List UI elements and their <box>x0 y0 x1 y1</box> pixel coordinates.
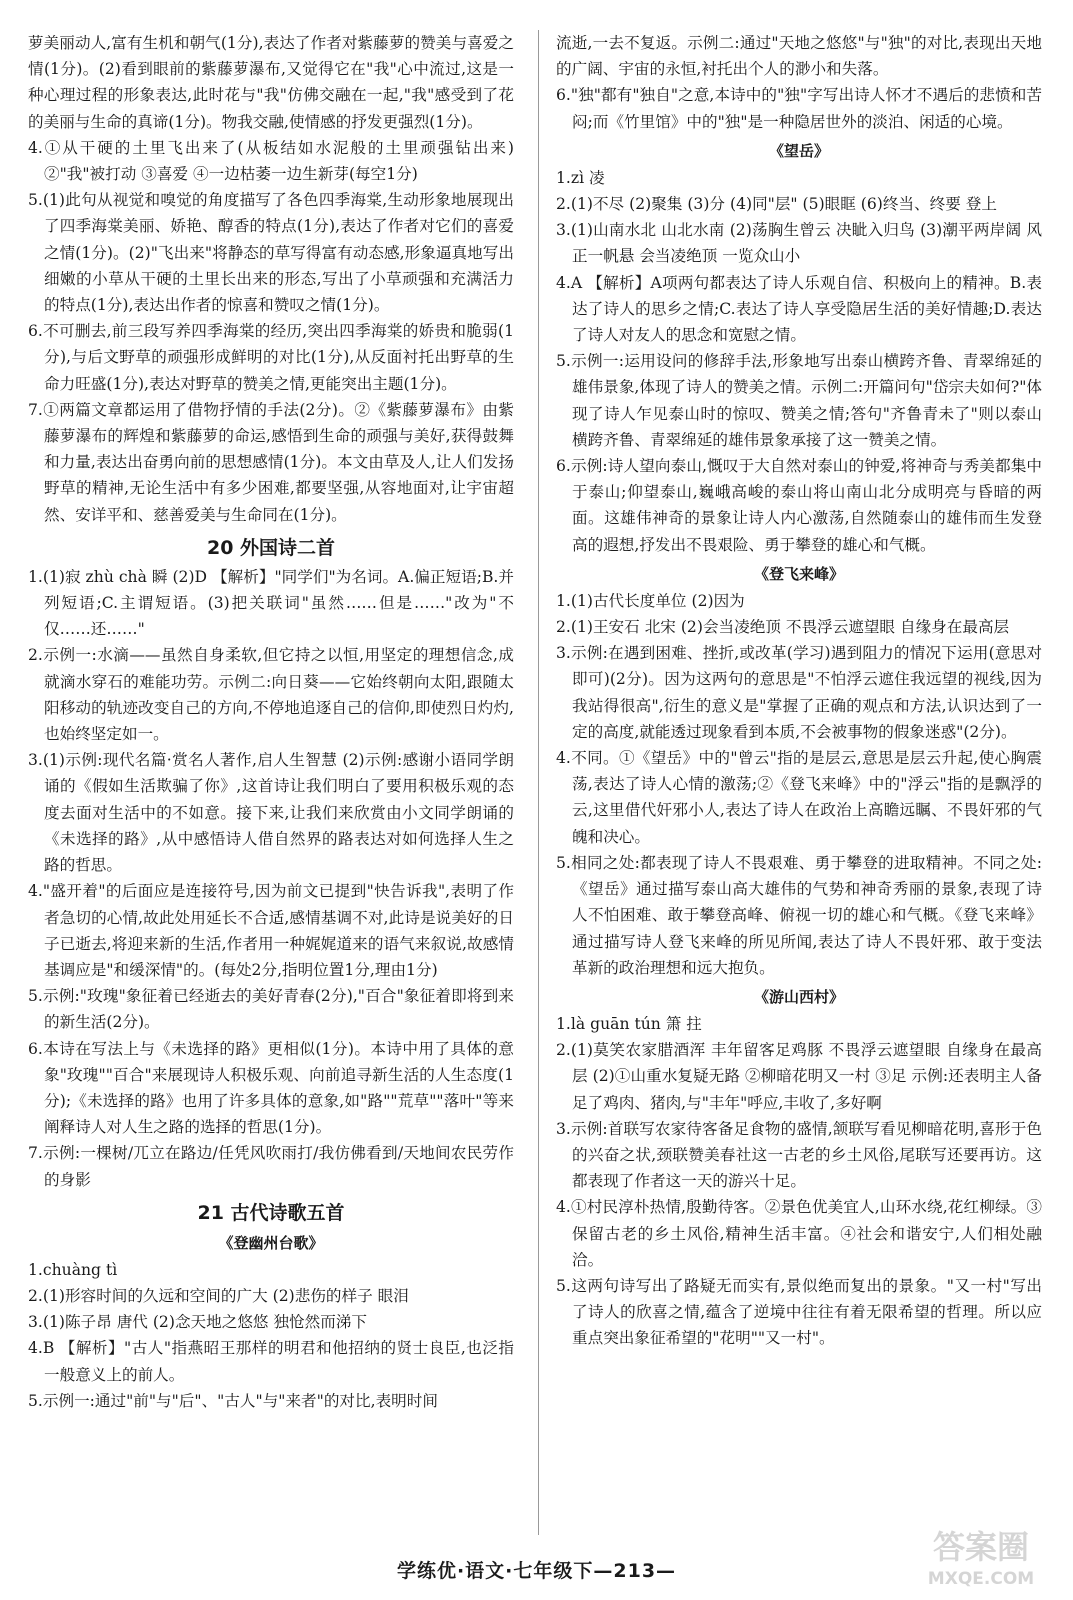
answer-item: 4.①从干硬的土里飞出来了(从板结如水泥般的土里顽强钻出来) ②"我"被打动 ③喜爱 ④一边枯萎一边生新芽(每空1分) <box>28 138 514 184</box>
answer-item: 4.A 【解析】A项两句都表达了诗人乐观自信、积极向上的精神。B.表达了诗人的思乡之情;C.表达了诗人享受隐居生活的美好情趣;D.表达了诗人对友人的思念和宽慰之情。 <box>556 273 1042 345</box>
answer-item: 3.(1)示例:现代名篇·赏名人著作,启人生智慧 (2)示例:感谢小语同学朗诵的《假如生活欺骗了你》,这首诗让我们明白了要用积极乐观的态度去面对生活中的不如意。接下来,让我们来欣赏由小文同学朗诵的《未选择的路》,从中感悟诗人借自然界的路表达对如何选择人生之路的哲思。 <box>28 751 514 875</box>
answer-item: 3.示例:在遇到困难、挫折,或改革(学习)遇到阻力的情况下运用(意思对即可)(2分)。因为这两句的意思是"不怕浮云遮住我远望的视线,因为我站得很高",衍生的意义是"掌握了正确的观点和方法,认识达到了一定的高度,就能透过现象看到本质,不会被事物的假象迷惑"(2分)。 <box>556 644 1042 741</box>
answer-item: 6."独"都有"独自"之意,本诗中的"独"字写出诗人怀才不遇后的悲愤和苦闷;而《竹里馆》中的"独"是一种隐居世外的淡泊、闲适的心境。 <box>556 86 1042 131</box>
section-title-20: 20 外国诗二首 <box>206 536 336 559</box>
answer-item: 2.(1)莫笑农家腊酒浑 丰年留客足鸡豚 不畏浮云遮望眼 自缘身在最高层 (2)①山重水复疑无路 ②柳暗花明又一村 ③足 示例:还表明主人备足了鸡肉、猪肉,与"丰年"呼应,丰收了,多好啊 <box>556 1041 1042 1112</box>
subsection-title: 《登幽州台歌》 <box>218 1233 324 1252</box>
section-title-21: 21 古代诗歌五首 <box>197 1201 345 1224</box>
left-column <box>28 30 514 1414</box>
answer-item: 3.(1)陈子昂 唐代 (2)念天地之悠悠 独怆然而涕下 <box>28 1313 368 1332</box>
answer-item: 5.这两句诗写出了路疑无而实有,景似绝而复出的景象。"又一村"写出了诗人的欣喜之情,蕴含了逆境中往往有着无限希望的哲理。所以应重点突出象征希望的"花明""又一村"。 <box>556 1276 1042 1348</box>
subsection-title: 《登飞来峰》 <box>753 564 844 583</box>
watermark-title: 答案圈 <box>932 1528 1030 1566</box>
page-footer: 学练优·语文·七年级下—213— <box>396 1560 677 1582</box>
answer-item: 5.相同之处:都表现了诗人不畏艰难、勇于攀登的进取精神。不同之处:《望岳》通过描写泰山高大雄伟的气势和神奇秀丽的景象,表现了诗人不怕困难、敢于攀登高峰、俯视一切的雄心和气概。《登飞来峰》通过描写诗人登飞来峰的所见所闻,表达了诗人不畏奸邪、敢于变法革新的政治理想和远大抱负。 <box>556 853 1042 977</box>
answer-item: 1.(1)古代长度单位 (2)因为 <box>556 591 745 610</box>
answer-item: 1.là guān tún 箫 拄 <box>556 1014 702 1033</box>
answer-item: 3.(1)山南水北 山北水南 (2)荡胸生曾云 决眦入归鸟 (3)潮平两岸阔 风正一帆悬 会当凌绝顶 一览众山小 <box>556 221 1042 266</box>
answer-item: 6.示例:诗人望向泰山,慨叹于大自然对泰山的钟爱,将神奇与秀美都集中于泰山;仰望泰山,巍峨高峻的泰山将山南山北分成明亮与昏暗的两面。这雄伟神奇的景象让诗人内心激荡,自然随泰山的雄伟而生发登高的遐想,抒发出不畏艰险、勇于攀登的雄心和气概。 <box>556 457 1042 554</box>
answer-item: 2.(1)王安石 北宋 (2)会当凌绝顶 不畏浮云遮望眼 自缘身在最高层 <box>556 618 1010 637</box>
answer-item: 2.(1)形容时间的久远和空间的广大 (2)悲伤的样子 眼泪 <box>28 1286 409 1305</box>
watermark-logo <box>901 1520 1061 1592</box>
answer-item: 1.(1)寂 zhù chà 瞬 (2)D 【解析】"同学们"为名词。A.偏正短语;B.并列短语;C.主谓短语。(3)把关联词"虽然……但是……"改为"不仅……还……" <box>28 567 514 639</box>
answer-item: 2.示例一:水滴——虽然自身柔软,但它持之以恒,用坚定的理想信念,成就滴水穿石的难能功劳。示例二:向日葵——它始终朝向太阳,跟随太阳移动的轨迹改变自己的方向,不停地追逐自己的信仰,即使烈日灼灼,也始终坚定如一。 <box>28 646 514 744</box>
right-column <box>556 30 1042 1352</box>
answer-item: 6.不可删去,前三段写养四季海棠的经历,突出四季海棠的娇贵和脆弱(1分),与后文野草的顽强形成鲜明的对比(1分),从反面衬托出野草的生命力旺盛(1分),表达对野草的赞美之情,更能突出主题(1分)。 <box>28 322 514 393</box>
watermark-url: MXQE.COM <box>927 1569 1035 1589</box>
answer-item: 7.示例:一棵树/兀立在路边/任凭风吹雨打/我仿佛看到/天地间农民劳作的身影 <box>28 1144 514 1189</box>
answer-item: 1.chuàng tì <box>28 1260 118 1279</box>
answer-item: 5.示例:"玫瑰"象征着已经逝去的美好青春(2分),"百合"象征着即将到来的新生活(2分)。 <box>28 987 514 1032</box>
subsection-title: 《望岳》 <box>768 141 829 160</box>
subsection-title: 《游山西村》 <box>753 987 844 1006</box>
answer-item: 7.①两篇文章都运用了借物抒情的手法(2分)。②《紫藤萝瀑布》由紫藤萝瀑布的辉煌和紫藤萝的命运,感悟到生命的顽强与美好,获得鼓舞和力量,表达出奋勇向前的思想感情(1分)。本文由草及人,让人们发扬野草的精神,无论生活中有多少困难,都要坚强,从容地面对,让宇宙超然、安详平和、慈善爱美与生命同在(1分)。 <box>28 400 514 524</box>
answer-item: 5.(1)此句从视觉和嗅觉的角度描写了各色四季海棠,生动形象地展现出了四季海棠美丽、娇艳、醇香的特点(1分),表达了作者对它们的喜爱之情(1分)。(2)"飞出来"将静态的草写得富有动态感,形象逼真地写出细嫩的小草从干硬的土里长出来的形态,写出了小草顽强和充满活力的特点(1分),表达出作者的惊喜和赞叹之情(1分)。 <box>28 191 514 315</box>
answer-item: 6.本诗在写法上与《未选择的路》更相似(1分)。本诗中用了具体的意象"玫瑰""百合"来展现诗人积极乐观、向前追寻新生活的人生态度(1分);《未选择的路》也用了许多具体的意象,如"路""荒草""落叶"等来阐释诗人对人生之路的选择的哲思(1分)。 <box>28 1039 514 1137</box>
answer-item: 4."盛开着"的后面应是连接符号,因为前文已提到"快告诉我",表明了作者急切的心情,故此处用延长不合适,感情基调不对,此诗是说美好的日子已逝去,将迎来新的生活,作者用一种娓娓道来的语气来叙说,故感情基调应是"和缓深情"的。(每处2分,指明位置1分,理由1分) <box>28 882 514 979</box>
answer-item: 3.示例:首联写农家待客备足食物的盛情,颔联写看见柳暗花明,喜形于色的兴奋之状,颈联赞美春社这一古老的乡土风俗,尾联写还要再访。这都表现了作者这一天的游兴十足。 <box>556 1119 1042 1191</box>
answer-item: 5.示例一:运用设问的修辞手法,形象地写出泰山横跨齐鲁、青翠绵延的雄伟景象,体现了诗人的赞美之情。示例二:开篇问句"岱宗夫如何?"体现了诗人乍见泰山时的惊叹、赞美之情;答句"齐鲁青未了"则以泰山横跨齐鲁、青翠绵延的雄伟景象承接了这一赞美之情。 <box>556 352 1042 449</box>
answer-continuation: 流逝,一去不复返。示例二:通过"天地之悠悠"与"独"的对比,表现出天地的广阔、宇宙的永恒,衬托出个人的渺小和失落。 <box>556 34 1042 79</box>
answer-item: 1.zì 凌 <box>556 168 605 187</box>
column-divider <box>538 30 539 1535</box>
answer-item: 4.B 【解析】"古人"指燕昭王那样的明君和他招纳的贤士良臣,也泛指一般意义上的前人。 <box>28 1339 514 1384</box>
answer-item: 4.不同。①《望岳》中的"曾云"指的是层云,意思是层云升起,使心胸震荡,表达了诗人心情的激荡;②《登飞来峰》中的"浮云"指的是飘浮的云,这里借代奸邪小人,表达了诗人在政治上高瞻远瞩、不畏奸邪的气魄和决心。 <box>556 749 1042 846</box>
answer-item: 5.示例一:通过"前"与"后"、"古人"与"来者"的对比,表明时间 <box>28 1391 438 1410</box>
answer-continuation: 萝美丽动人,富有生机和朝气(1分),表达了作者对紫藤萝的赞美与喜爱之情(1分)。(2)看到眼前的紫藤萝瀑布,又觉得它在"我"心中流过,这是一种心理过程的形象表达,此时花与"我"仿佛交融在一起,"我"感受到了花的美丽与生命的真谛(1分)。物我交融,使情感的抒发更强烈(1分)。 <box>28 34 514 131</box>
answer-item: 2.(1)不尽 (2)聚集 (3)分 (4)同"层" (5)眼眶 (6)终当、终要 登上 <box>556 195 997 214</box>
answer-item: 4.①村民淳朴热情,殷勤待客。②景色优美宜人,山环水绕,花红柳绿。③保留古老的乡土风俗,精神生活丰富。④社会和谐安宁,人们相处融洽。 <box>556 1198 1042 1269</box>
